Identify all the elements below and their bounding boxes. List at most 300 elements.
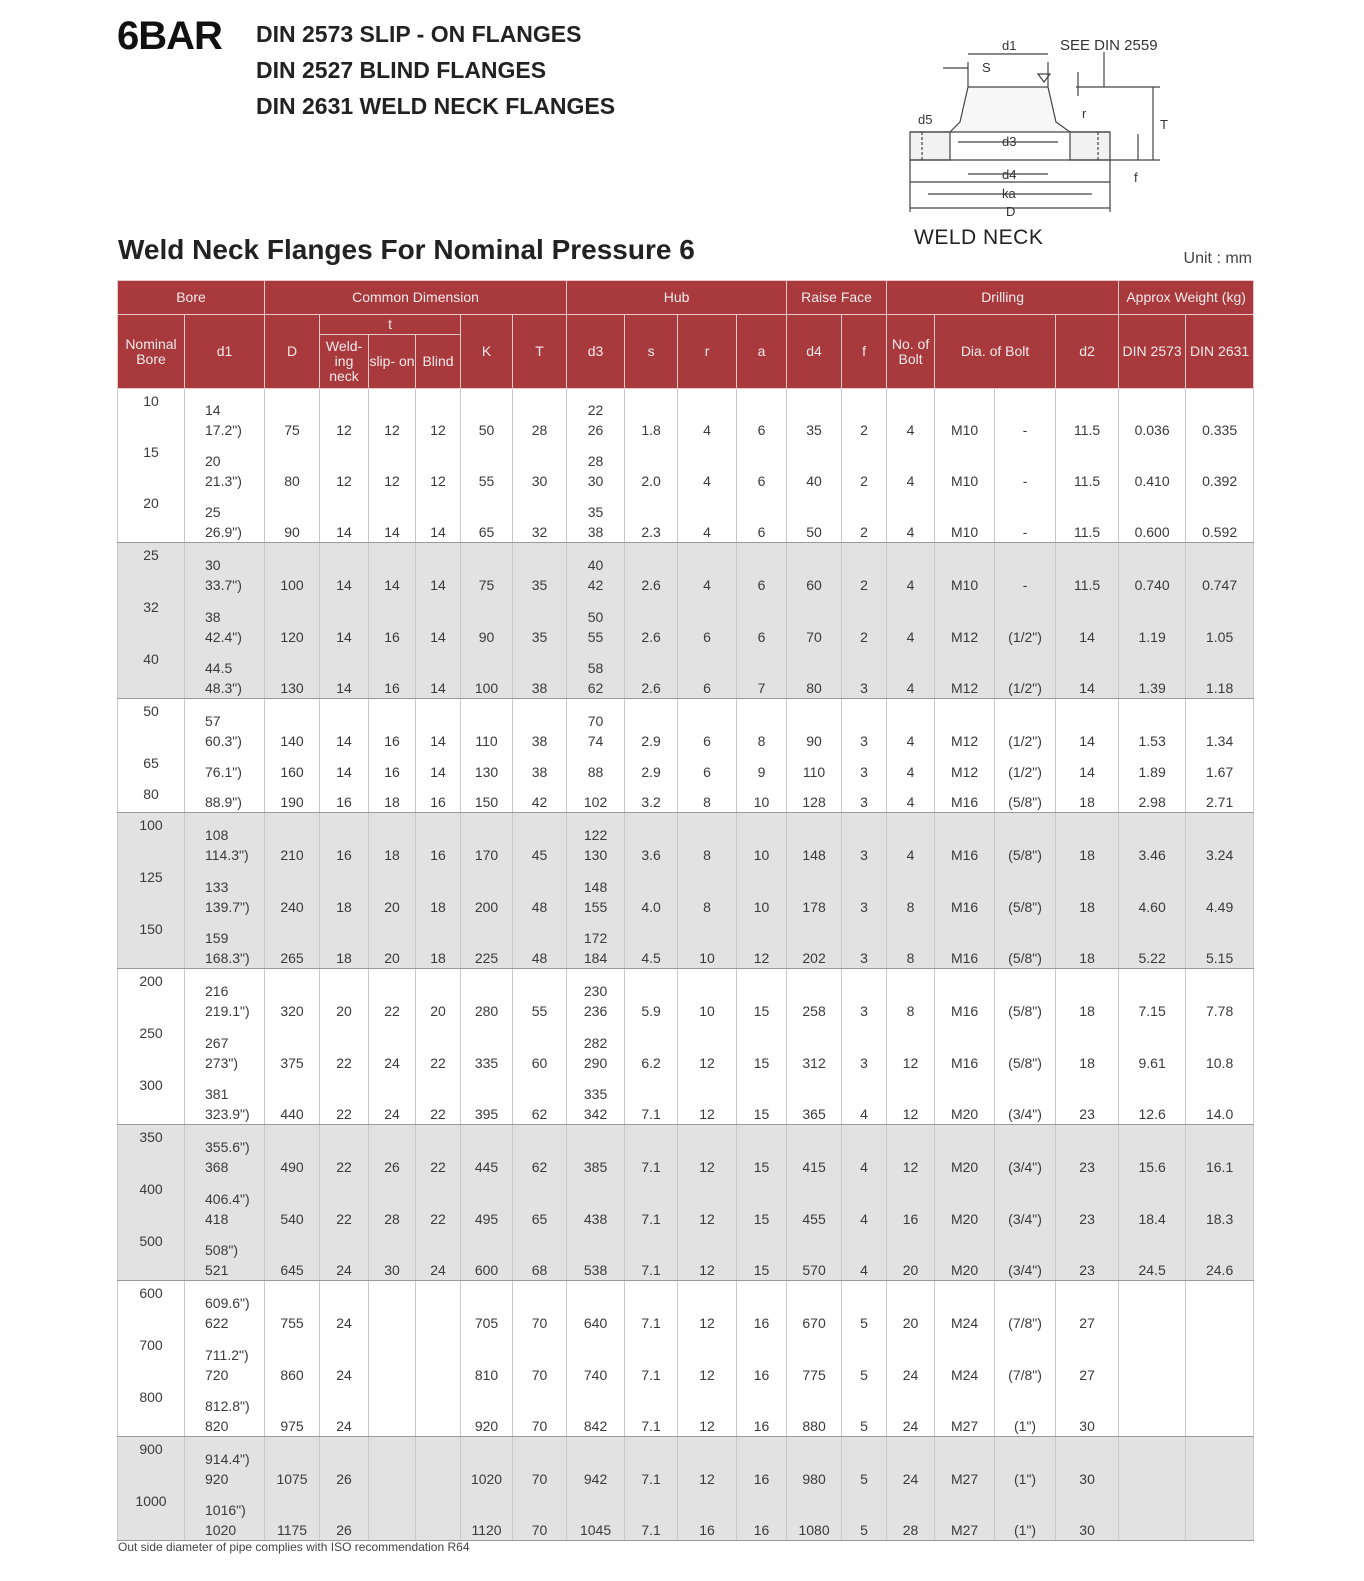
cell-ts: 16 [369,647,416,699]
cell-hub-d-line2: 62 [587,680,604,696]
cell-a: 7 [737,647,787,699]
cell-hub-d [567,969,625,1021]
cell-T: 65 [513,1177,567,1229]
cell-rd: 775 [787,1333,842,1385]
cell-inch: - [995,440,1056,491]
cell-tb: 14 [416,543,461,595]
cell-r: 8 [678,865,737,917]
cell-a: 15 [737,1125,787,1177]
cell-inch: (3/4") [995,1177,1056,1229]
cell-K: 100 [461,647,513,699]
cell-hub-d-line2: 30 [587,472,604,489]
cell-d1-line2: 48.3") [205,680,242,696]
cell-nominal-bore: 350 [118,1125,185,1177]
cell-f: 3 [842,813,887,865]
cell-nominal-bore: 150 [118,917,185,969]
cell-w2: 0.747 [1186,543,1254,595]
cell-nominal-bore: 100 [118,813,185,865]
table-row [118,917,1254,969]
cell-bolt: M16 [935,813,995,865]
cell-d1-line2: 26.9") [205,524,242,540]
cell-s: 2.6 [625,647,678,699]
cell-nominal-bore: 65 [118,751,185,782]
cell-ts: 28 [369,1177,416,1229]
cell-d2: 23 [1056,1073,1119,1125]
unit-label: Unit : mm [1183,250,1252,267]
cell-s: 7.1 [625,1073,678,1125]
cell-bolt: M12 [935,751,995,782]
group-header-hub: Hub [567,281,787,315]
cell-hub-d [567,1489,625,1541]
cell-T: 70 [513,1281,567,1333]
cell-r: 12 [678,1125,737,1177]
cell-hub-d [567,782,625,813]
cell-r: 4 [678,440,737,491]
cell-K: 130 [461,751,513,782]
cell-d1 [185,1125,265,1177]
cell-nominal-bore: 25 [118,543,185,595]
diagram-label-D: D [1006,204,1016,219]
cell-f: 2 [842,389,887,440]
cell-D: 100 [265,543,320,595]
table-row [118,1073,1254,1125]
cell-w2: 18.3 [1186,1177,1254,1229]
cell-hub-d [567,1229,625,1281]
table-row [118,1125,1254,1177]
cell-d1-line2: 168.3") [205,950,250,966]
cell-ts: 14 [369,491,416,543]
cell-K: 600 [461,1229,513,1281]
cell-w2: 24.6 [1186,1229,1254,1281]
cell-inch: (1/2") [995,595,1056,647]
cell-K: 705 [461,1281,513,1333]
cell-tb: 14 [416,595,461,647]
cell-r: 12 [678,1021,737,1073]
cell-d1-line2: 219.1") [205,1002,250,1019]
cell-hub-d [567,440,625,491]
cell-d1 [185,917,265,969]
cell-r: 12 [678,1333,737,1385]
cell-T: 70 [513,1437,567,1489]
diagram-see-ref: SEE DIN 2559 [1060,37,1158,54]
cell-tw: 24 [320,1281,369,1333]
cell-d1-line1: 14 [205,401,221,418]
cell-s: 7.1 [625,1437,678,1489]
cell-nominal-bore: 80 [118,782,185,813]
cell-tw: 22 [320,1021,369,1073]
cell-bolt: M16 [935,782,995,813]
cell-f: 3 [842,969,887,1021]
cell-d1 [185,440,265,491]
cell-d1-line2: 820 [205,1418,229,1434]
cell-D: 90 [265,491,320,543]
cell-T: 62 [513,1125,567,1177]
cell-w2 [1186,1281,1254,1333]
table-row [118,389,1254,440]
cell-rd: 980 [787,1437,842,1489]
cell-d1 [185,813,265,865]
cell-rd: 110 [787,751,842,782]
cell-d1-line1: 159 [205,930,229,946]
cell-d2: 14 [1056,699,1119,751]
cell-hub-d-line2: 26 [587,421,604,438]
table-row [118,543,1254,595]
col-header-welding-neck: Weld- ing neck [320,335,369,389]
cell-D: 320 [265,969,320,1021]
cell-a: 12 [737,917,787,969]
cell-bolt: M16 [935,969,995,1021]
cell-rd: 415 [787,1125,842,1177]
cell-inch: (5/8") [995,782,1056,813]
cell-r: 8 [678,813,737,865]
cell-d1-line2: 114.3") [205,846,249,863]
cell-rd: 1080 [787,1489,842,1541]
cell-d1-line2: 323.9") [205,1106,250,1122]
cell-hub-d [567,491,625,543]
cell-d1-line1: 108 [205,826,229,843]
cell-w1: 3.46 [1119,813,1186,865]
cell-r: 12 [678,1385,737,1437]
col-header-blind: Blind [416,335,461,389]
col-header-T: T [513,315,567,389]
cell-nominal-bore: 800 [118,1385,185,1437]
cell-nominal-bore: 32 [118,595,185,647]
table-row [118,440,1254,491]
cell-hub-d-line2: 385 [583,1158,608,1175]
cell-hub-d-line2: 342 [583,1106,608,1122]
cell-T: 42 [513,782,567,813]
cell-ts: 18 [369,782,416,813]
cell-nbo: 8 [887,865,935,917]
cell-d1 [185,491,265,543]
cell-s: 6.2 [625,1021,678,1073]
cell-ts: 24 [369,1073,416,1125]
cell-D: 80 [265,440,320,491]
cell-d1-line2: 76.1") [205,763,242,780]
cell-d1 [185,865,265,917]
cell-inch: - [995,491,1056,543]
cell-bolt: M20 [935,1177,995,1229]
cell-hub-d [567,1437,625,1489]
cell-rd: 128 [787,782,842,813]
cell-s: 2.3 [625,491,678,543]
cell-d2: 30 [1056,1437,1119,1489]
cell-d1 [185,699,265,751]
cell-ts [369,1385,416,1437]
cell-bolt: M20 [935,1125,995,1177]
cell-hub-d-line1: 35 [587,504,604,520]
cell-rd: 570 [787,1229,842,1281]
group-header-drilling: Drilling [887,281,1119,315]
cell-d1-line2: 88.9") [205,794,242,810]
cell-hub-d [567,595,625,647]
cell-D: 120 [265,595,320,647]
cell-D: 75 [265,389,320,440]
cell-r: 8 [678,782,737,813]
cell-nominal-bore: 500 [118,1229,185,1281]
cell-inch: (3/4") [995,1229,1056,1281]
cell-rd: 50 [787,491,842,543]
cell-tw: 22 [320,1073,369,1125]
cell-d2: 11.5 [1056,491,1119,543]
cell-tw: 14 [320,751,369,782]
cell-hub-d-line2: 842 [583,1418,608,1434]
cell-a: 16 [737,1437,787,1489]
col-header-nominal-bore: Nominal Bore [118,315,185,389]
cell-nominal-bore: 1000 [118,1489,185,1541]
cell-bolt: M12 [935,647,995,699]
cell-w2: 0.592 [1186,491,1254,543]
cell-a: 16 [737,1281,787,1333]
cell-tw: 14 [320,699,369,751]
group-header-weight: Approx Weight (kg) [1119,281,1254,315]
cell-d2: 18 [1056,917,1119,969]
cell-K: 225 [461,917,513,969]
cell-T: 35 [513,543,567,595]
cell-nbo: 24 [887,1385,935,1437]
cell-w2: 10.8 [1186,1021,1254,1073]
cell-bolt: M24 [935,1333,995,1385]
cell-T: 35 [513,595,567,647]
cell-hub-d-line2: 42 [587,576,604,593]
cell-nbo: 24 [887,1437,935,1489]
diagram-label-s: S [982,60,991,75]
table-row [118,1333,1254,1385]
cell-a: 15 [737,1229,787,1281]
col-header-D: D [265,315,320,389]
cell-d1-line1: 133 [205,878,229,895]
table-row [118,1385,1254,1437]
cell-s: 2.0 [625,440,678,491]
cell-rd: 258 [787,969,842,1021]
cell-w1: 4.60 [1119,865,1186,917]
cell-w1 [1119,1437,1186,1489]
cell-hub-d-line2: 942 [583,1470,608,1487]
cell-d1-line2: 720 [205,1366,229,1383]
cell-D: 240 [265,865,320,917]
cell-K: 395 [461,1073,513,1125]
cell-r: 6 [678,751,737,782]
cell-rd: 70 [787,595,842,647]
cell-ts: 20 [369,917,416,969]
cell-hub-d-line2: 38 [587,524,604,540]
diagram-label-r: r [1082,106,1087,121]
cell-tw: 24 [320,1333,369,1385]
cell-d2: 23 [1056,1125,1119,1177]
cell-hub-d [567,1281,625,1333]
cell-r: 16 [678,1489,737,1541]
cell-K: 1120 [461,1489,513,1541]
cell-nbo: 24 [887,1333,935,1385]
cell-s: 3.6 [625,813,678,865]
cell-nbo: 4 [887,782,935,813]
cell-ts: 24 [369,1021,416,1073]
cell-a: 6 [737,595,787,647]
cell-K: 810 [461,1333,513,1385]
cell-d1-line2: 521 [205,1262,229,1278]
cell-d2: 11.5 [1056,440,1119,491]
diagram-label-f: f [1134,170,1138,185]
cell-f: 3 [842,917,887,969]
cell-s: 2.9 [625,699,678,751]
cell-tw: 14 [320,543,369,595]
cell-w2: 0.335 [1186,389,1254,440]
cell-inch: (5/8") [995,865,1056,917]
cell-d1-line2: 17.2") [205,421,242,438]
cell-K: 335 [461,1021,513,1073]
cell-tb: 14 [416,647,461,699]
cell-nbo: 4 [887,595,935,647]
cell-s: 7.1 [625,1229,678,1281]
cell-tb [416,1281,461,1333]
cell-K: 150 [461,782,513,813]
cell-nbo: 20 [887,1281,935,1333]
cell-T: 70 [513,1385,567,1437]
cell-d1 [185,543,265,595]
cell-a: 9 [737,751,787,782]
cell-r: 12 [678,1229,737,1281]
cell-nominal-bore: 15 [118,440,185,491]
table-row [118,1177,1254,1229]
cell-bolt: M27 [935,1437,995,1489]
cell-tw: 22 [320,1125,369,1177]
cell-inch: (1/2") [995,647,1056,699]
cell-d2: 23 [1056,1229,1119,1281]
cell-w1: 1.53 [1119,699,1186,751]
table-row [118,1437,1254,1489]
cell-hub-d-line2: 55 [587,628,604,645]
cell-nbo: 4 [887,440,935,491]
cell-s: 2.6 [625,543,678,595]
cell-f: 4 [842,1229,887,1281]
cell-nbo: 8 [887,917,935,969]
cell-tb: 22 [416,1021,461,1073]
cell-d1 [185,751,265,782]
cell-w2 [1186,1489,1254,1541]
cell-nominal-bore: 10 [118,389,185,440]
cell-hub-d [567,917,625,969]
cell-d2: 11.5 [1056,543,1119,595]
cell-d1-line1: 267 [205,1034,229,1051]
cell-K: 495 [461,1177,513,1229]
cell-nbo: 8 [887,969,935,1021]
cell-w1: 9.61 [1119,1021,1186,1073]
cell-d1 [185,969,265,1021]
cell-d2: 27 [1056,1281,1119,1333]
cell-T: 32 [513,491,567,543]
group-header-raise-face: Raise Face [787,281,887,315]
col-header-a: a [737,315,787,389]
cell-hub-d-line1: 122 [583,826,608,843]
cell-T: 70 [513,1333,567,1385]
diagram-label-k: ka [1002,186,1016,201]
diagram-label-d4: d4 [1002,167,1017,182]
cell-hub-d-line2: 290 [583,1054,608,1071]
cell-inch: (1/2") [995,751,1056,782]
cell-w2 [1186,1333,1254,1385]
cell-ts: 14 [369,543,416,595]
flange-dimension-table [117,280,1254,1541]
cell-inch: - [995,543,1056,595]
cell-K: 65 [461,491,513,543]
cell-bolt: M10 [935,389,995,440]
cell-d1-line1: 914.4") [205,1450,250,1467]
cell-d1 [185,1281,265,1333]
cell-ts [369,1333,416,1385]
cell-D: 210 [265,813,320,865]
cell-hub-d-line2: 640 [583,1314,608,1331]
cell-d1-line1: 216 [205,982,229,999]
cell-d1-line1: 38 [205,608,221,625]
cell-K: 110 [461,699,513,751]
cell-bolt: M10 [935,491,995,543]
cell-T: 62 [513,1073,567,1125]
diagram-label-d1: d1 [1002,38,1017,53]
cell-w2: 1.34 [1186,699,1254,751]
cell-w1: 15.6 [1119,1125,1186,1177]
cell-a: 10 [737,865,787,917]
cell-nominal-bore: 20 [118,491,185,543]
cell-bolt: M16 [935,865,995,917]
cell-ts [369,1437,416,1489]
cell-tb [416,1489,461,1541]
diagram-label-T: T [1160,117,1168,132]
cell-nominal-bore: 700 [118,1333,185,1385]
cell-f: 3 [842,782,887,813]
cell-w2: 1.05 [1186,595,1254,647]
cell-tw: 18 [320,917,369,969]
cell-s: 7.1 [625,1281,678,1333]
cell-tw: 14 [320,647,369,699]
cell-d2: 11.5 [1056,389,1119,440]
cell-nbo: 28 [887,1489,935,1541]
standard-blind: DIN 2527 BLIND FLANGES [256,57,547,83]
cell-nbo: 4 [887,813,935,865]
cell-w2: 4.49 [1186,865,1254,917]
cell-nominal-bore: 400 [118,1177,185,1229]
table-row [118,1489,1254,1541]
table-row [118,813,1254,865]
cell-d1-line1: 44.5 [205,660,233,676]
table-row [118,782,1254,813]
cell-ts [369,1281,416,1333]
cell-tb: 18 [416,865,461,917]
table-row [118,969,1254,1021]
cell-hub-d-line1: 172 [583,930,608,946]
cell-d1-line2: 33.7") [205,576,242,593]
cell-a: 6 [737,491,787,543]
cell-hub-d-line1: 58 [587,660,604,676]
cell-a: 10 [737,813,787,865]
cell-bolt: M24 [935,1281,995,1333]
cell-s: 7.1 [625,1177,678,1229]
col-header-dia-bolt: Dia. of Bolt [935,315,1056,389]
cell-D: 540 [265,1177,320,1229]
cell-ts: 20 [369,865,416,917]
col-header-rf-d: d4 [787,315,842,389]
cell-d1-line2: 368 [205,1158,229,1175]
cell-D: 645 [265,1229,320,1281]
cell-s: 4.5 [625,917,678,969]
cell-w1: 24.5 [1119,1229,1186,1281]
cell-w2 [1186,1385,1254,1437]
cell-d1 [185,1229,265,1281]
cell-bolt: M10 [935,543,995,595]
cell-d1-line2: 418 [205,1210,229,1227]
cell-inch: (1") [995,1489,1056,1541]
cell-f: 5 [842,1333,887,1385]
cell-D: 490 [265,1125,320,1177]
